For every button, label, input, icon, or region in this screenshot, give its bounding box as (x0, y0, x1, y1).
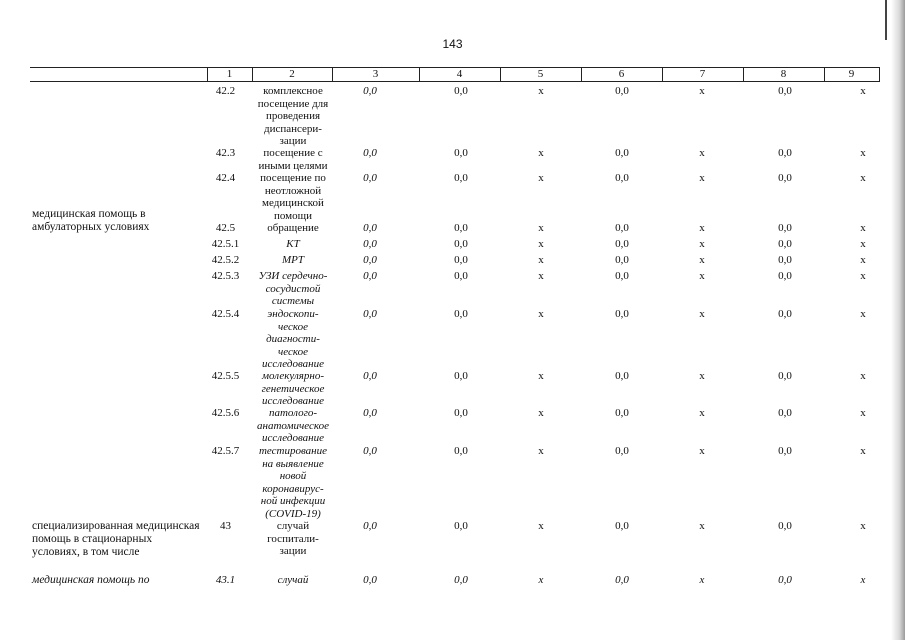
cell-col7: x (699, 574, 705, 586)
cell-col3: 0,0 (363, 85, 377, 97)
row-name: эндоскопи-ческое диагности-ческое исследование (261, 308, 325, 370)
cell-col5: x (538, 172, 544, 184)
cell-col7: x (699, 238, 705, 250)
section-label-specialized: специализированная медицинская помощь в стационарных условиях, в том числе (32, 520, 200, 558)
cell-col4: 0,0 (454, 407, 468, 419)
column-header-2: 2 (289, 68, 295, 80)
cell-col6: 0,0 (615, 254, 629, 266)
cell-col4: 0,0 (454, 85, 468, 97)
cell-col8: 0,0 (778, 254, 792, 266)
cell-col4: 0,0 (454, 238, 468, 250)
cell-col6: 0,0 (615, 308, 629, 320)
row-code: 42.5 (215, 222, 236, 234)
row-name: посещение с иными целями (258, 147, 328, 172)
row-code: 42.3 (215, 147, 236, 159)
cell-col3: 0,0 (363, 222, 377, 234)
cell-col8: 0,0 (778, 238, 792, 250)
row-code: 42.4 (215, 172, 236, 184)
section-label-last: медицинская помощь по (32, 574, 150, 586)
cell-col4: 0,0 (454, 254, 468, 266)
cell-col7: x (699, 445, 705, 457)
cell-col3: 0,0 (363, 574, 377, 586)
row-name: патолого-анатомическое исследование (257, 407, 329, 444)
cell-col9: x (860, 370, 866, 382)
row-code: 42.5.7 (211, 445, 240, 457)
row-code: 42.2 (215, 85, 236, 97)
row-code: 42.5.1 (211, 238, 240, 250)
cell-col9: x (860, 270, 866, 282)
cell-col7: x (699, 147, 705, 159)
row-name: молекулярно-генетическое исследование (261, 370, 325, 407)
cell-col9: x (860, 254, 866, 266)
cell-col6: 0,0 (615, 147, 629, 159)
cell-col8: 0,0 (778, 222, 792, 234)
row-name: КТ (286, 238, 300, 250)
cell-col3: 0,0 (363, 520, 377, 532)
cell-col6: 0,0 (615, 370, 629, 382)
cell-col7: x (699, 172, 705, 184)
cell-col7: x (699, 407, 705, 419)
cell-col9: x (860, 308, 866, 320)
cell-col5: x (538, 574, 544, 586)
column-header-7: 7 (699, 68, 706, 80)
row-name: случай (277, 574, 309, 586)
cell-col6: 0,0 (615, 172, 629, 184)
cell-col4: 0,0 (454, 172, 468, 184)
cell-col9: x (860, 520, 866, 532)
table-header-row (0, 67, 905, 81)
cell-col7: x (699, 520, 705, 532)
cell-col5: x (538, 520, 544, 532)
cell-col4: 0,0 (454, 445, 468, 457)
row-name: случай госпитали-зации (267, 520, 319, 557)
cell-col6: 0,0 (615, 222, 629, 234)
cell-col7: x (699, 85, 705, 97)
cell-col5: x (538, 147, 544, 159)
cell-col9: x (860, 238, 866, 250)
column-header-1: 1 (226, 68, 233, 80)
cell-col9: x (860, 407, 866, 419)
cell-col9: x (860, 172, 866, 184)
row-name: УЗИ сердечно-сосудистой системы (258, 270, 328, 307)
cell-col6: 0,0 (615, 574, 629, 586)
cell-col4: 0,0 (454, 308, 468, 320)
cell-col5: x (538, 254, 544, 266)
row-code: 42.5.5 (211, 370, 240, 382)
cell-col9: x (860, 222, 866, 234)
cell-col3: 0,0 (363, 445, 377, 457)
cell-col7: x (699, 370, 705, 382)
scan-edge-shadow (891, 0, 905, 640)
row-name: МРТ (282, 254, 304, 266)
cell-col5: x (538, 370, 544, 382)
cell-col5: x (538, 308, 544, 320)
column-header-8: 8 (780, 68, 787, 80)
column-header-4: 4 (456, 68, 463, 80)
column-header-5: 5 (537, 68, 544, 80)
cell-col3: 0,0 (363, 308, 377, 320)
row-code: 43 (220, 520, 231, 532)
row-code: 42.5.6 (211, 407, 240, 419)
cell-col6: 0,0 (615, 445, 629, 457)
scan-edge-mark (885, 0, 887, 40)
cell-col3: 0,0 (363, 270, 377, 282)
cell-col6: 0,0 (615, 85, 629, 97)
cell-col7: x (699, 270, 705, 282)
section-label-ambulatory: медицинская помощь в амбулаторных условиях (32, 208, 150, 233)
col-divider (879, 67, 880, 82)
cell-col3: 0,0 (363, 147, 377, 159)
cell-col8: 0,0 (778, 407, 792, 419)
cell-col4: 0,0 (454, 270, 468, 282)
cell-col9: x (860, 147, 866, 159)
cell-col7: x (699, 308, 705, 320)
cell-col3: 0,0 (363, 407, 377, 419)
column-header-6: 6 (618, 68, 625, 80)
cell-col3: 0,0 (363, 172, 377, 184)
cell-col9: x (860, 574, 866, 586)
cell-col4: 0,0 (454, 574, 468, 586)
cell-col8: 0,0 (778, 370, 792, 382)
cell-col3: 0,0 (363, 254, 377, 266)
cell-col5: x (538, 270, 544, 282)
cell-col8: 0,0 (778, 85, 792, 97)
cell-col6: 0,0 (615, 407, 629, 419)
cell-col8: 0,0 (778, 270, 792, 282)
cell-col5: x (538, 222, 544, 234)
column-header-9: 9 (848, 68, 855, 80)
cell-col4: 0,0 (454, 147, 468, 159)
cell-col7: x (699, 254, 705, 266)
row-code: 42.5.4 (211, 308, 240, 320)
cell-col8: 0,0 (778, 308, 792, 320)
cell-col3: 0,0 (363, 238, 377, 250)
cell-col8: 0,0 (778, 172, 792, 184)
cell-col5: x (538, 407, 544, 419)
cell-col8: 0,0 (778, 445, 792, 457)
cell-col6: 0,0 (615, 270, 629, 282)
row-name: тестирование на выявление новой коронавирус-ной инфекции (COVID-19) (258, 445, 328, 520)
cell-col6: 0,0 (615, 520, 629, 532)
cell-col6: 0,0 (615, 238, 629, 250)
cell-col4: 0,0 (454, 520, 468, 532)
row-code: 42.5.2 (211, 254, 240, 266)
cell-col3: 0,0 (363, 370, 377, 382)
cell-col8: 0,0 (778, 147, 792, 159)
cell-col5: x (538, 445, 544, 457)
cell-col4: 0,0 (454, 370, 468, 382)
row-name: комплексное посещение для проведения диспансери-зации (257, 85, 329, 147)
cell-col9: x (860, 85, 866, 97)
cell-col8: 0,0 (778, 520, 792, 532)
row-code: 43.1 (215, 574, 236, 586)
row-name: посещение по неотложной медицинской помощи (260, 172, 326, 222)
cell-col5: x (538, 238, 544, 250)
row-code: 42.5.3 (211, 270, 240, 282)
cell-col5: x (538, 85, 544, 97)
cell-col7: x (699, 222, 705, 234)
page-number: 143 (442, 37, 463, 51)
row-name: обращение (267, 222, 319, 234)
column-header-3: 3 (372, 68, 379, 80)
cell-col9: x (860, 445, 866, 457)
cell-col8: 0,0 (778, 574, 792, 586)
header-bottom-border (30, 81, 880, 82)
cell-col4: 0,0 (454, 222, 468, 234)
